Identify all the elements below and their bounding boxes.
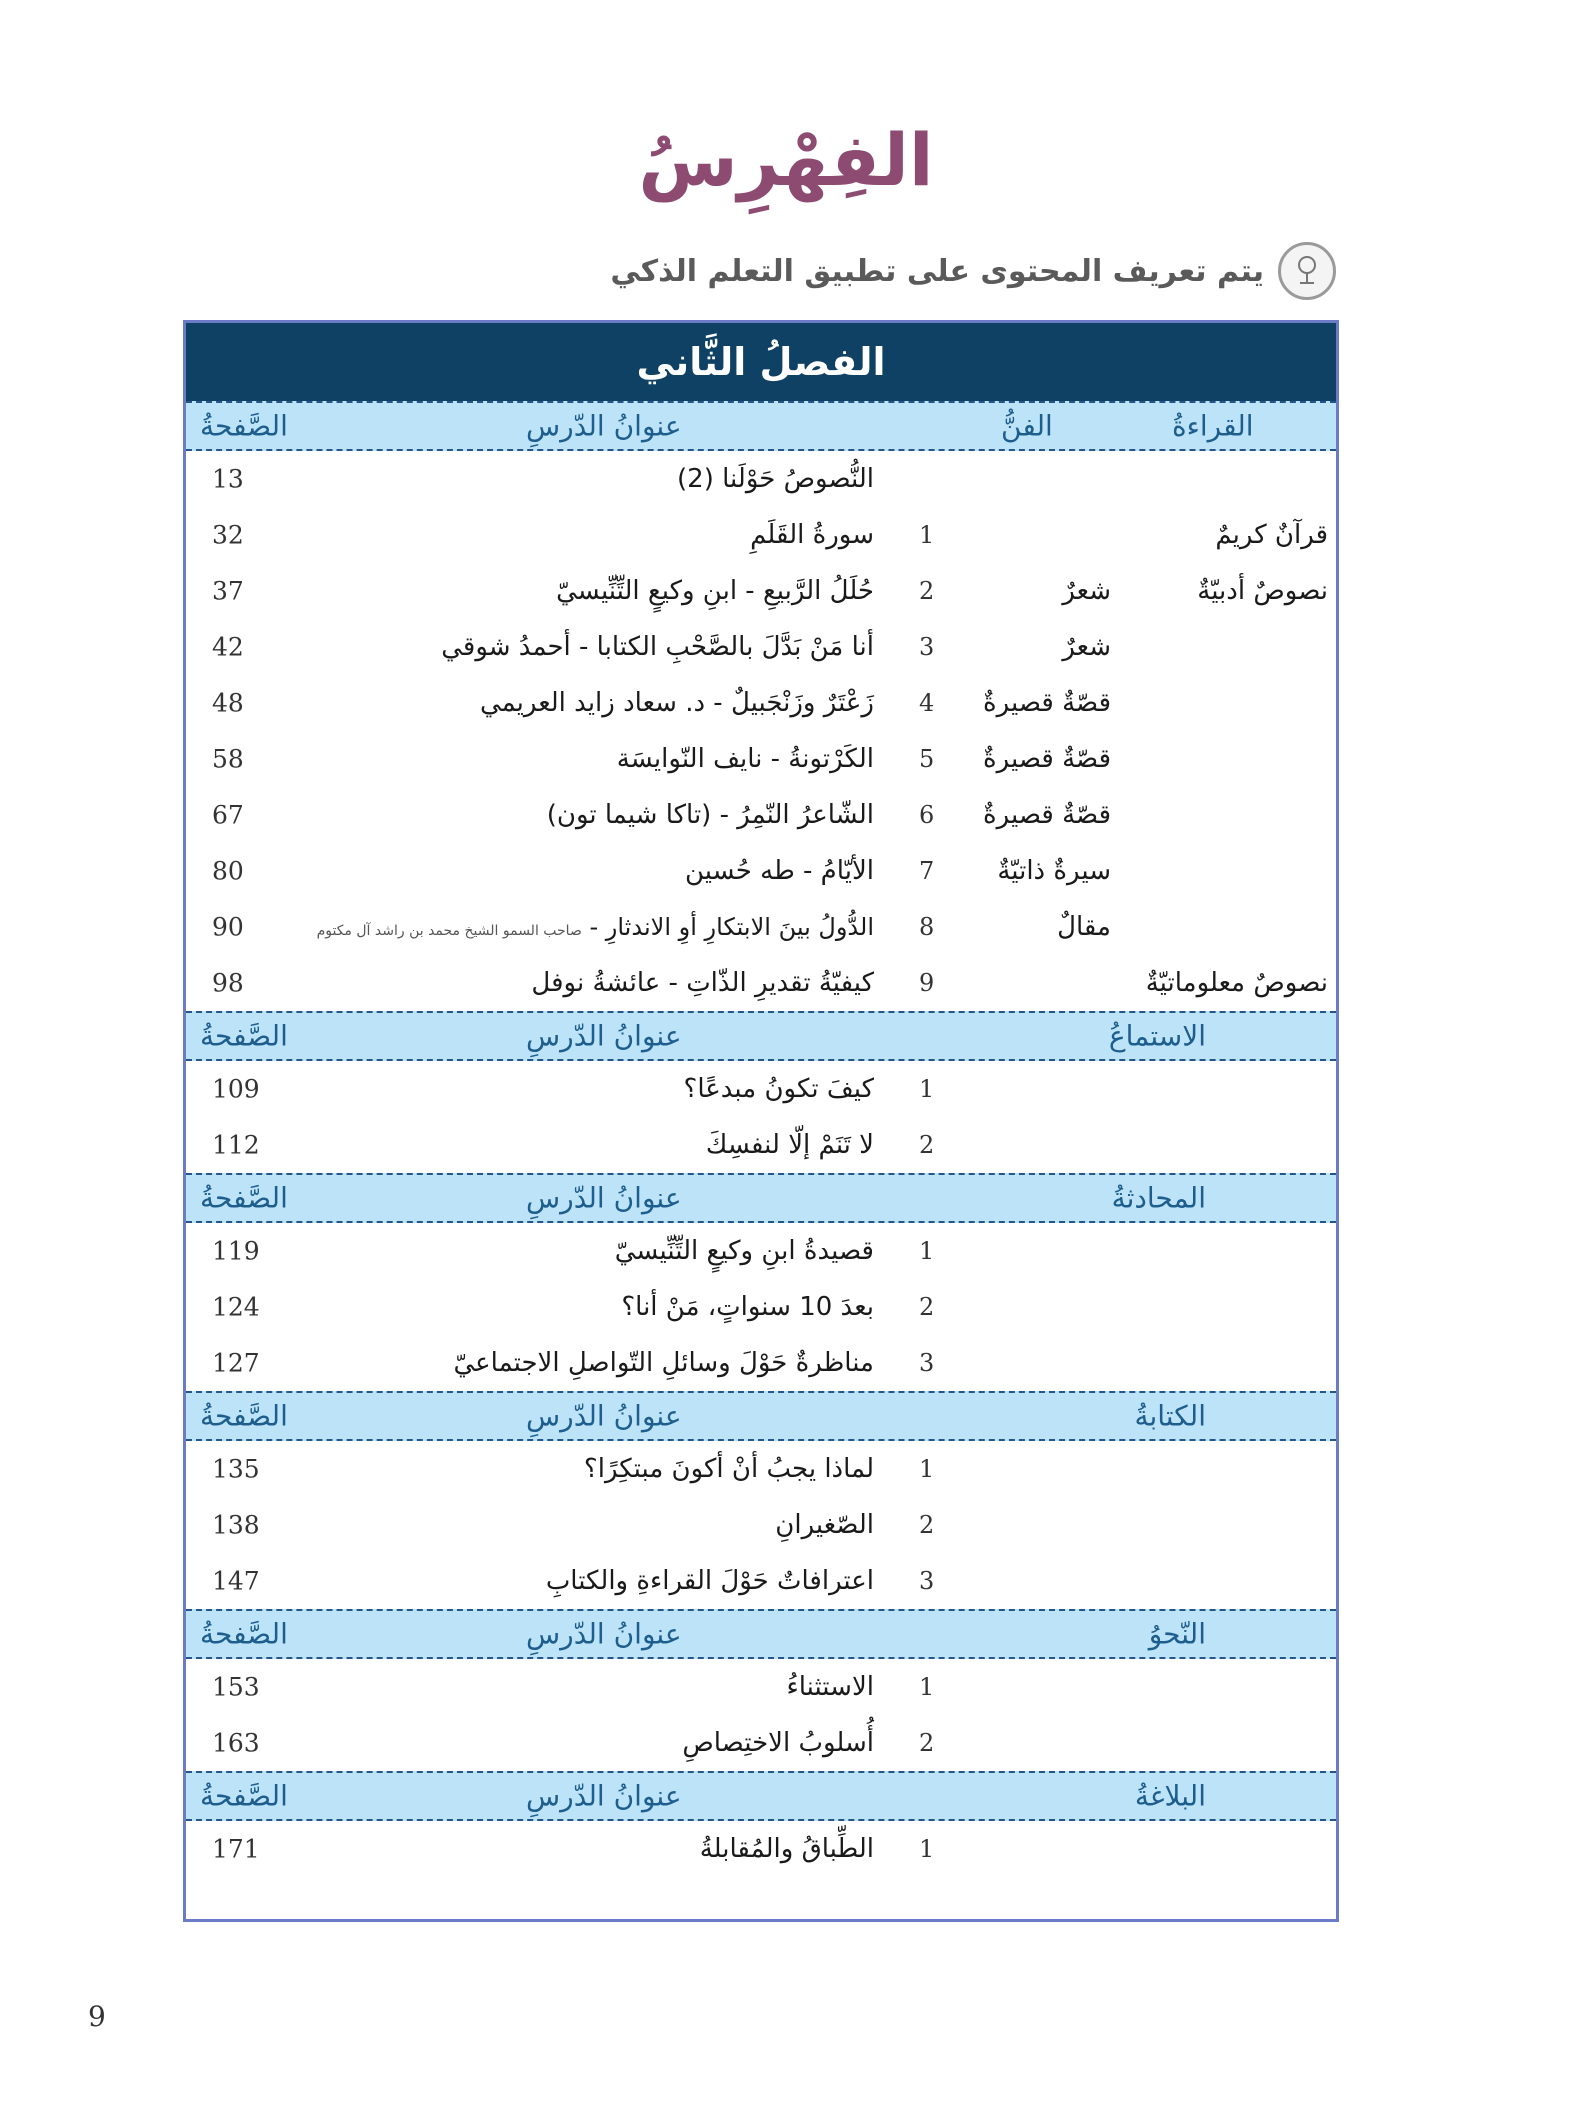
header-page: الصَّفحةُ [200,1019,288,1053]
lesson-title: لا تَنَمْ إلّا لنفسِكَ [705,1130,874,1160]
list-item [186,1497,1336,1553]
header-lesson: عنوانُ الدّرسِ [526,1399,682,1433]
list-item [186,843,1336,899]
lesson-art: شعرٌ [1062,632,1111,662]
lesson-page: 37 [212,576,244,606]
lesson-art: شعرٌ [1062,576,1111,606]
header-page: الصَّفحةُ [200,1779,288,1813]
lesson-number: 1 [919,1673,935,1701]
header-lesson: عنوانُ الدّرسِ [526,409,682,443]
header-lesson: عنوانُ الدّرسِ [526,1181,682,1215]
lesson-number: 2 [919,577,935,605]
list-item [186,675,1336,731]
page-number: 9 [88,2000,106,2033]
lesson-page: 48 [212,688,244,718]
list-item [186,1223,1336,1279]
section-header [186,1173,1336,1223]
lesson-title-text: كيفيّةُ تقديرِ الذّاتِ - عائشةُ نوفل [531,968,874,998]
lesson-page: 138 [212,1510,260,1540]
lesson-title [441,632,874,662]
header-lesson: عنوانُ الدّرسِ [526,1617,682,1651]
other-sections [186,1011,1336,1877]
lesson-title [531,968,874,998]
lesson-title: لماذا يجبُ أنْ أكونَ مبتكِرًا؟ [583,1454,874,1484]
lesson-number: 2 [919,1729,935,1757]
lesson-title: مناظرةٌ حَوْلَ وسائلِ التّواصلِ الاجتماعيّ [453,1348,874,1378]
lesson-title: الاستثناءُ [786,1672,874,1702]
lesson-title [556,576,874,606]
lesson-category: نصوصٌ أدبيّةٌ [1197,576,1328,606]
chapter-title: الفصلُ الثَّاني [186,323,1336,401]
list-item [186,787,1336,843]
list-item [186,1061,1336,1117]
page-title: الفِهْرِسُ [638,118,934,202]
header-art: الفنُّ [1001,409,1053,443]
app-note-text: يتم تعريف المحتوى على تطبيق التعلم الذكي [610,253,1264,289]
section-label: البلاغةُ [1134,1779,1206,1813]
lesson-page: 171 [212,1834,260,1864]
section-label: الكتابةُ [1134,1399,1206,1433]
lesson-number: 7 [919,857,935,885]
lesson-category: قرآنٌ كريمٌ [1215,520,1328,550]
lesson-page: 42 [212,632,244,662]
header-page: الصَّفحةُ [200,1181,288,1215]
lesson-title-text: الشّاعرُ النّمِرُ - (تاكا شيما تون) [546,800,874,830]
header-lesson: عنوانُ الدّرسِ [526,1019,682,1053]
list-item [186,1659,1336,1715]
lesson-page: 13 [212,464,244,494]
list-item [186,955,1336,1011]
reading-rows [186,451,1336,1011]
list-item [186,899,1336,955]
lesson-number: 2 [919,1293,935,1321]
section-label: المحادثةُ [1111,1181,1206,1215]
lesson-title-text: الدُّولُ بينَ الابتكارِ أوِ الاندثارِ - [589,913,874,941]
lesson-number: 6 [919,801,935,829]
lesson-page: 58 [212,744,244,774]
lesson-number: 1 [919,1455,935,1483]
lesson-art: سيرةٌ ذاتيّةٌ [997,856,1111,886]
lesson-page: 124 [212,1292,260,1322]
lesson-page: 153 [212,1672,260,1702]
lesson-title-text: الكَرْتونةُ - نايف النّوايسَة [616,744,874,774]
list-item [186,451,1336,507]
lesson-page: 119 [212,1236,260,1266]
lesson-number: 2 [919,1131,935,1159]
lesson-art: قصّةٌ قصيرةٌ [983,688,1111,718]
header-page: الصَّفحةُ [200,1617,288,1651]
lesson-page: 112 [212,1130,260,1160]
lesson-title-text: سورةُ القَلَمِ [750,520,874,550]
lesson-title [480,688,874,718]
lesson-number: 3 [919,633,935,661]
lesson-number: 4 [919,689,935,717]
lesson-title: الطِّباقُ والمُقابلةُ [699,1834,874,1864]
table-of-contents [183,320,1339,1922]
lesson-title: الصّغيرانِ [775,1510,874,1540]
lesson-page: 127 [212,1348,260,1378]
lesson-author: صاحب السمو الشيخ محمد بن راشد آل مكتوم [316,923,582,939]
lesson-title [617,744,874,774]
section-header [186,1391,1336,1441]
lesson-category: نصوصٌ معلوماتيّةٌ [1145,968,1328,998]
lesson-page: 80 [212,856,244,886]
lesson-number: 3 [919,1349,935,1377]
reading-header [186,401,1336,451]
lesson-page: 90 [212,912,244,942]
list-item [186,619,1336,675]
lesson-number: 1 [919,1835,935,1863]
lesson-title-text: زَعْتَرٌ وزَنْجَبيلٌ - د. سعاد زايد العريمي [479,688,874,718]
lesson-number: 3 [919,1567,935,1595]
section-header [186,1011,1336,1061]
list-item [186,731,1336,787]
lesson-title-text: النُّصوصُ حَوْلَنا (2) [677,464,874,494]
list-item [186,1279,1336,1335]
section-header [186,1771,1336,1821]
lesson-title: أُسلوبُ الاختِصاصِ [682,1728,874,1758]
lesson-title-text: الأيّامُ - طه حُسين [684,856,874,886]
list-item [186,1553,1336,1609]
list-item [186,1715,1336,1771]
lesson-number: 1 [919,1075,935,1103]
lesson-number: 1 [919,521,935,549]
list-item [186,1335,1336,1391]
header-page: الصَّفحةُ [200,409,288,443]
smart-learning-app-icon[interactable] [1278,242,1336,300]
lesson-number: 8 [919,913,935,941]
lesson-page: 135 [212,1454,260,1484]
lesson-title-text: حُلَلُ الرَّبيعِ - ابنِ وكيعٍ التِّنِّيسيّ [556,576,874,606]
lesson-title [317,913,874,941]
lesson-art: قصّةٌ قصيرةٌ [983,800,1111,830]
lesson-number: 2 [919,1511,935,1539]
section-label: النّحوُ [1148,1617,1206,1651]
list-item [186,1821,1336,1877]
lesson-page: 67 [212,800,244,830]
lesson-page: 163 [212,1728,260,1758]
lesson-title: بعدَ 10 سنواتٍ، مَنْ أنا؟ [621,1292,874,1322]
smart-learning-note [610,242,1336,300]
list-item [186,1441,1336,1497]
lesson-title [677,464,874,494]
lesson-title [685,856,874,886]
tree-icon [1290,254,1324,288]
lesson-page: 32 [212,520,244,550]
lesson-title: قصيدةُ ابنِ وكيعٍ التِّنِّيسيّ [614,1236,874,1266]
lesson-page: 98 [212,968,244,998]
lesson-page: 109 [212,1074,260,1104]
list-item [186,507,1336,563]
section-label: الاستماعُ [1108,1019,1206,1053]
lesson-art: قصّةٌ قصيرةٌ [983,744,1111,774]
lesson-art: مقالٌ [1057,912,1111,942]
list-item [186,1117,1336,1173]
lesson-title: اعترافاتٌ حَوْلَ القراءةِ والكتابِ [545,1566,874,1596]
lesson-number: 1 [919,1237,935,1265]
lesson-title [750,520,874,550]
lesson-page: 147 [212,1566,260,1596]
lesson-number: 9 [919,969,935,997]
lesson-title: كيفَ تكونُ مبدعًا؟ [683,1074,874,1104]
header-lesson: عنوانُ الدّرسِ [526,1779,682,1813]
section-header [186,1609,1336,1659]
lesson-title-text: أنا مَنْ بَدَّلَ بالصَّحْبِ الكتابا - أحمدُ شوقي [441,632,874,662]
header-reading: القراءةُ [1172,409,1254,443]
list-item [186,563,1336,619]
header-page: الصَّفحةُ [200,1399,288,1433]
lesson-title [547,800,874,830]
lesson-number: 5 [919,745,935,773]
